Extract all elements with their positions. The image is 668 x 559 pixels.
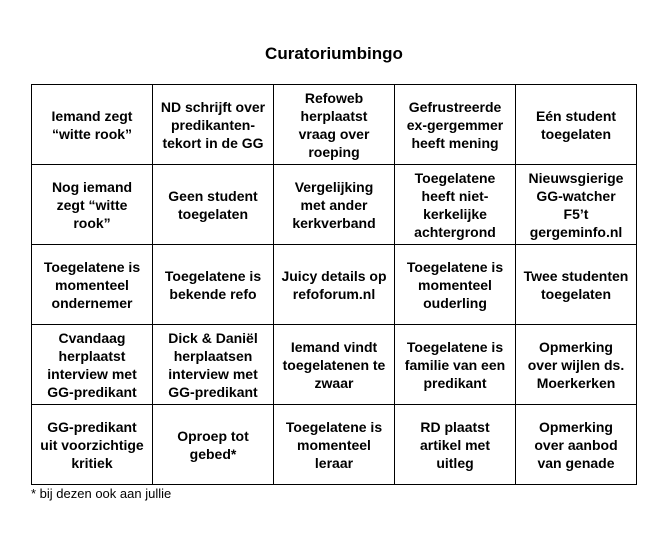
bingo-cell: Juicy details op refoforum.nl — [274, 245, 395, 325]
bingo-cell: Toegelatene heeft niet- kerkelijke achtergrond — [395, 165, 516, 245]
bingo-cell: Dick & Daniël herplaatsen interview met GG-predikant — [153, 325, 274, 405]
bingo-row — [32, 405, 637, 485]
bingo-cell: Nog iemand zegt “witte rook” — [32, 165, 153, 245]
bingo-cell: Geen student toegelaten — [153, 165, 274, 245]
bingo-cell: Eén student toegelaten — [516, 85, 637, 165]
bingo-cell: Iemand zegt “witte rook” — [32, 85, 153, 165]
bingo-cell: Twee studenten toegelaten — [516, 245, 637, 325]
bingo-row — [32, 165, 637, 245]
bingo-cell: ND schrijft over predikanten- tekort in de GG — [153, 85, 274, 165]
bingo-row — [32, 245, 637, 325]
bingo-cell: Vergelijking met ander kerkverband — [274, 165, 395, 245]
bingo-row — [32, 85, 637, 165]
bingo-cell: Oproep tot gebed* — [153, 405, 274, 485]
bingo-cell: Cvandaag herplaatst interview met GG-predikant — [32, 325, 153, 405]
bingo-cell: Toegelatene is bekende refo — [153, 245, 274, 325]
bingo-cell: Gefrustreerde ex-gergemmer heeft mening — [395, 85, 516, 165]
bingo-cell: Nieuwsgierige GG-watcher F5’t gergeminfo.nl — [516, 165, 637, 245]
bingo-cell: Refoweb herplaatst vraag over roeping — [274, 85, 395, 165]
bingo-cell: GG-predikant uit voorzichtige kritiek — [32, 405, 153, 485]
page-title: Curatoriumbingo — [265, 44, 403, 63]
footnote: * bij dezen ook aan jullie — [31, 486, 172, 501]
bingo-cell: Opmerking over wijlen ds. Moerkerken — [516, 325, 637, 405]
bingo-cell: Toegelatene is momenteel leraar — [274, 405, 395, 485]
bingo-cell: Toegelatene is momenteel ondernemer — [32, 245, 153, 325]
bingo-grid — [31, 84, 637, 485]
bingo-cell: Toegelatene is familie van een predikant — [395, 325, 516, 405]
bingo-cell: RD plaatst artikel met uitleg — [395, 405, 516, 485]
bingo-cell: Opmerking over aanbod van genade — [516, 405, 637, 485]
bingo-cell: Iemand vindt toegelatenen te zwaar — [274, 325, 395, 405]
bingo-cell: Toegelatene is momenteel ouderling — [395, 245, 516, 325]
bingo-row — [32, 325, 637, 405]
